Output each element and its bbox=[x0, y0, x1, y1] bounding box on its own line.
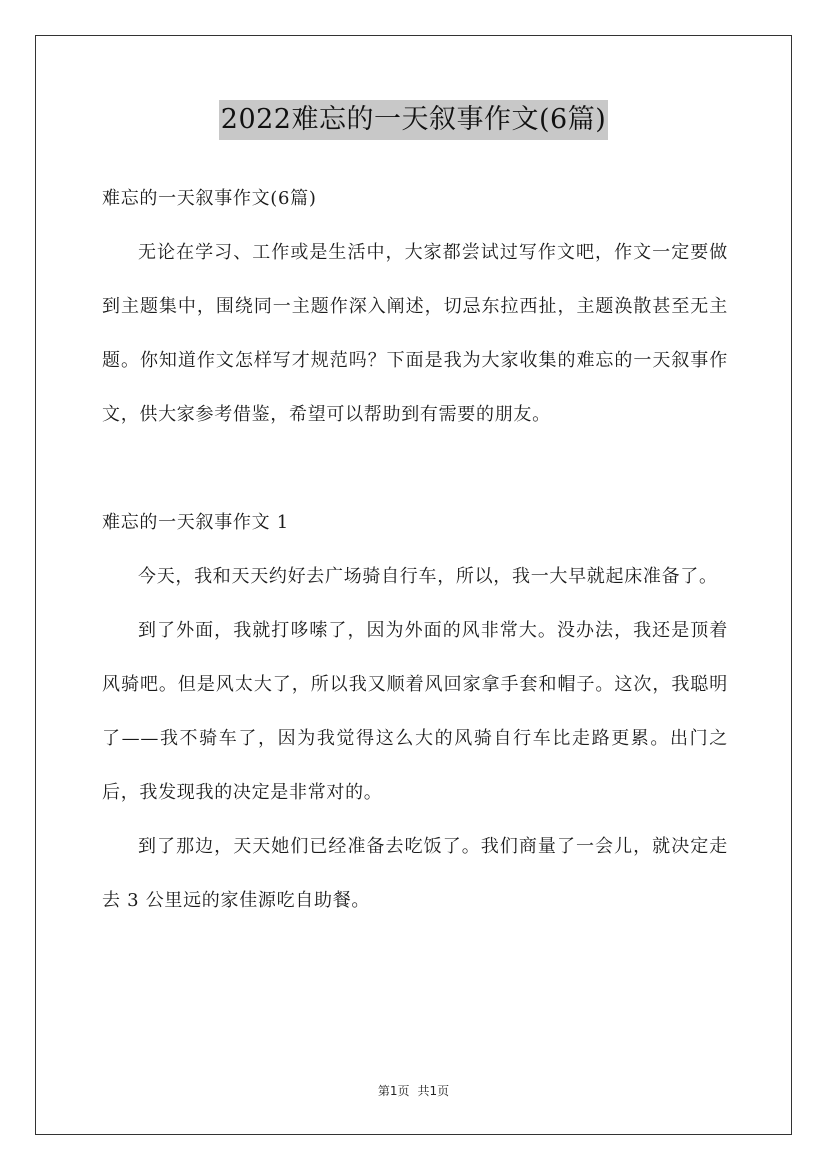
body-paragraph: 到了外面，我就打哆嗦了，因为外面的风非常大。没办法，我还是顶着风骑吧。但是风太大了，所以我又顺着风回家拿手套和帽子。这次，我聪明了——我不骑车了，因为我觉得这么大的风骑自行车比走路更累。出门之后，我发现我的决定是非常对的。 bbox=[102, 620, 728, 803]
title-container bbox=[0, 100, 827, 140]
page-total: 共1页 bbox=[417, 1084, 450, 1098]
document-subtitle: 难忘的一天叙事作文(6篇) bbox=[102, 188, 317, 209]
page-footer bbox=[0, 1082, 827, 1099]
body-paragraph: 今天，我和天天约好去广场骑自行车，所以，我一大早就起床准备了。 bbox=[138, 566, 718, 587]
page-number: 第1页 bbox=[377, 1084, 410, 1098]
document-body bbox=[102, 172, 728, 928]
intro-paragraph: 无论在学习、工作或是生活中，大家都尝试过写作文吧，作文一定要做到主题集中，围绕同一主题作深入阐述，切忌东拉西扯，主题涣散甚至无主题。你知道作文怎样写才规范吗？下面是我为大家收集的难忘的一天叙事作文，供大家参考借鉴，希望可以帮助到有需要的朋友。 bbox=[102, 242, 728, 425]
section-heading: 难忘的一天叙事作文 1 bbox=[102, 512, 289, 533]
body-paragraph: 到了那边，天天她们已经准备去吃饭了。我们商量了一会儿，就决定走去 3 公里远的家佳源吃自助餐。 bbox=[102, 836, 728, 911]
document-title: 2022难忘的一天叙事作文(6篇) bbox=[219, 100, 608, 140]
section-spacer bbox=[102, 442, 728, 496]
